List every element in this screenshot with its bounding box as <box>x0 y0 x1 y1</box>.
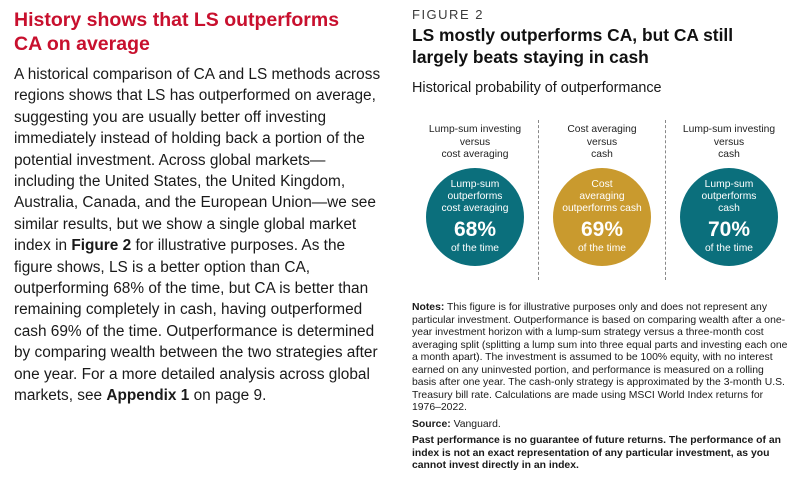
caption-line: cash <box>718 149 740 161</box>
figure-title-line1: LS mostly outperforms CA, but CA still <box>412 25 734 45</box>
caption-line: versus <box>713 136 745 148</box>
comparison-ls-vs-cash <box>666 120 792 284</box>
circle-text: Lump-sum <box>704 178 754 190</box>
caption-line: versus <box>586 136 618 148</box>
figure-subtitle: Historical probability of outperformance <box>412 80 662 96</box>
circle-text: Cost <box>591 178 613 190</box>
circle-text: cost averaging <box>441 203 509 215</box>
notes-label: Notes: <box>412 302 445 313</box>
paragraph-text-2: for illustrative purposes. As the figure shows, LS is a better option than CA, outperforming 68% of the time, but CA is better than remaining completely in cash, having outperformed cash 69% of the time. Outperformance is determined by comparing wealth between the two strategies after one year. For a more detailed analysis across global markets, see <box>14 237 378 405</box>
paragraph-text-3: on page 9. <box>189 387 267 405</box>
circle-text: cash <box>718 203 740 215</box>
notes-paragraph <box>412 302 790 415</box>
comparison-caption <box>539 120 665 168</box>
circle-footer: of the time <box>704 243 754 255</box>
outperformance-circle <box>426 168 524 266</box>
article-column <box>14 8 386 407</box>
outperformance-circle <box>680 168 778 266</box>
figure-notes <box>412 302 790 473</box>
circle-text: outperforms <box>447 190 503 202</box>
disclaimer: Past performance is no guarantee of future returns. The performance of an index is not an exact representation of any particular investment, as you cannot invest directly in an index. <box>412 435 781 471</box>
body-paragraph <box>14 64 386 407</box>
circle-text: outperforms <box>701 190 757 202</box>
percent-value: 69% <box>580 218 624 242</box>
comparison-caption <box>666 120 792 168</box>
circle-text: Lump-sum <box>450 178 500 190</box>
figure-title <box>412 25 792 68</box>
percent-value: 70% <box>707 218 751 242</box>
comparison-caption <box>412 120 538 168</box>
caption-line: Lump-sum investing <box>428 124 522 135</box>
notes-text: This figure is for illustrative purposes only and does not represent any particular investment. Outperformance is based on comparing wealth after a one-year investment horizon with a lump-sum strategy versus a three-month cost averaging split (splitting a lump sum into three equal parts and investing each one a month apart). The investment is assumed to be 100% equity, with no interest earned on any uninvested portion, and performance is measured on a rolling basis after one year. The cash-only strategy is approximated by the 3-month U.S. Treasury bill rate. Calculations are made using MSCI World Index returns for 1976–2022. <box>412 302 788 413</box>
outperformance-circle <box>553 168 651 266</box>
section-heading-line2: CA on average <box>14 33 150 55</box>
figure-label: FIGURE 2 <box>412 7 484 22</box>
figure-header <box>412 7 792 97</box>
circle-text: outperforms cash <box>562 203 642 215</box>
figure-title-line2: largely beats staying in cash <box>412 46 649 67</box>
source-label: Source: <box>412 418 451 430</box>
comparison-ca-vs-cash <box>539 120 665 284</box>
figure-reference: Figure 2 <box>71 237 132 255</box>
section-heading <box>14 8 386 56</box>
paragraph-text-1: A historical comparison of CA and LS methods across regions shows that LS has outperformed on average, suggesting you are usually better off investing immediately instead of holding back a portion of the potential investment. Across global markets—including the United States, the United Kingdom, Australia, Canada, and the European Union—we see similar results, but we show a single global market index in <box>14 66 381 255</box>
caption-line: cash <box>591 149 613 161</box>
percent-value: 68% <box>453 218 497 242</box>
section-heading-line1: History shows that LS outperforms <box>14 9 340 31</box>
caption-line: versus <box>459 136 491 148</box>
circle-footer: of the time <box>450 243 500 255</box>
comparison-panel <box>412 120 792 284</box>
appendix-reference: Appendix 1 <box>106 387 190 405</box>
caption-line: Lump-sum investing <box>682 124 776 135</box>
caption-line: Cost averaging <box>567 124 637 135</box>
comparison-ls-vs-ca <box>412 120 538 284</box>
source-text: Vanguard. <box>450 418 501 430</box>
source-line <box>412 419 790 432</box>
circle-footer: of the time <box>577 243 627 255</box>
circle-text: averaging <box>579 190 625 202</box>
caption-line: cost averaging <box>441 149 509 161</box>
